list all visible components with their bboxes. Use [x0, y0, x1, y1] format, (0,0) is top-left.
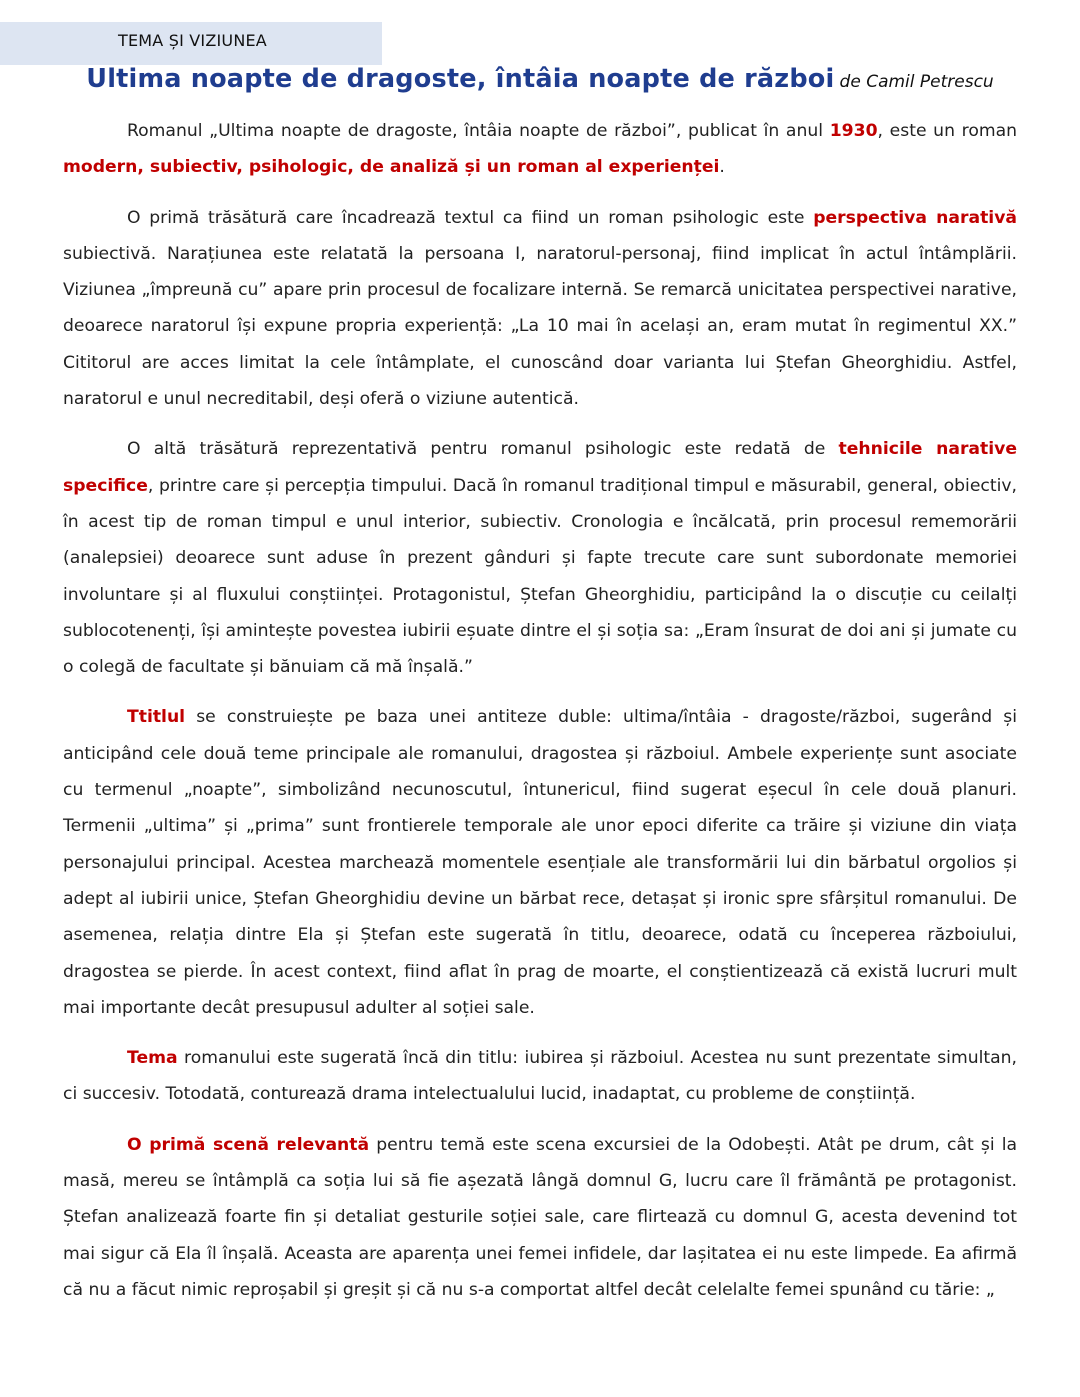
p1-year: 1930: [829, 121, 878, 141]
paragraph-theme: [63, 1040, 1017, 1113]
paragraph-first-scene: [63, 1127, 1017, 1308]
p1-text-a: Romanul „Ultima noapte de dragoste, întâia noapte de război”, publicat în anul: [127, 121, 830, 141]
title-main: Ultima noapte de dragoste, întâia noapte de război: [86, 64, 835, 94]
p3-highlight: tehnicile narative specifice: [63, 439, 1017, 496]
section-label: TEMA ȘI VIZIUNEA: [118, 31, 267, 50]
paragraph-perspective: [63, 200, 1017, 418]
title-author: de Camil Petrescu: [839, 72, 994, 92]
p2-text-b: subiectivă. Narațiunea este relatată la persoana I, naratorul-personaj, fiind implicat în actul întâmplării. Viziunea „împreună cu” apare prin procesul de focalizare internă. Se remarcă unicitatea perspectivei narative, deoarece naratorul își expune propria experiență: „La 10 mai în același an, eram mutat în regimentul XX.” Cititorul are acces limitat la cele întâmplate, el cunoscând doar varianta lui Ștefan Gheorghidiu. Astfel, naratorul e unul necreditabil, deși oferă o viziune autentică.: [63, 243, 1017, 410]
p3-text-b: , printre care și percepția timpului. Dacă în romanul tradițional timpul e măsurabil, general, obiectiv, în acest tip de roman timpul e unul interior, subiectiv. Cronologia e încălcată, prin procesul rememorării (analepsiei) deoarece sunt aduse în prezent gânduri și fapte trecute care sunt subordonate memoriei involuntare și al fluxului conștiinței. Protagonistul, Ștefan Gheorghidiu, participând la o discuție cu ceilalți sublocotenenți, își amintește povestea iubirii eșuate dintre el și soția sa: „Eram însurat de doi ani și jumate cu o colegă de facultate și bănuiam că mă înșală.”: [63, 475, 1017, 678]
p5-text-a: romanului este sugerată încă din titlu: iubirea și războiul. Acestea nu sunt prezentate simultan, ci succesiv. Totodată, conturează drama intelectualului lucid, inadaptat, cu probleme de conștiință.: [63, 1048, 1017, 1105]
p1-text-b: , este un roman: [877, 121, 1018, 141]
p1-text-c: .: [719, 157, 725, 178]
p4-highlight: Ttitlul: [127, 707, 186, 728]
page-title: [0, 64, 1080, 94]
p6-text-a: pentru temă este scena excursiei de la Odobești. Atât pe drum, cât și la masă, mereu se întâmplă ca soția lui să fie așezată lângă domnul G, lucru care îl frământă pe protagonist. Ștefan analizează foarte fin și detaliat gesturile soției sale, care flirtează cu domnul G, acesta devenind tot mai sigur că Ela îl înșală. Aceasta are aparența unei femei infidele, dar lașitatea ei nu este limpede. Ea afirmă că nu a făcut nimic reproșabil și greșit și că nu s-a comportat altfel decât celelalte femei spunând cu tărie: „: [63, 1134, 1018, 1300]
p6-highlight: O primă scenă relevantă: [127, 1134, 370, 1155]
p1-highlight: modern, subiectiv, psihologic, de analiză și un roman al experienței: [63, 157, 720, 178]
paragraph-title: [63, 699, 1017, 1026]
p2-text-a: O primă trăsătură care încadrează textul ca fiind un roman psihologic este: [127, 207, 814, 228]
p3-text-a: O altă trăsătură reprezentativă pentru romanul psihologic este redată de: [127, 439, 839, 460]
p5-highlight: Tema: [127, 1048, 178, 1069]
paragraph-intro: [63, 113, 1017, 186]
p2-highlight: perspectiva narativă: [813, 207, 1017, 228]
paragraph-techniques: [63, 431, 1017, 685]
document-body: [63, 113, 1017, 1322]
p4-text-a: se construiește pe baza unei antiteze duble: ultima/întâia - dragoste/război, sugerând și anticipând cele două teme principale ale romanului, dragostea și războiul. Ambele experiențe sunt asociate cu termenul „noapte”, simbolizând necunoscutul, întunericul, fiind sugerat eșecul în cele două planuri. Termenii „ultima” și „prima” sunt frontierele temporale ale unor epoci diferite ca trăire și viziune din viața personajului principal. Acestea marchează momentele esențiale ale transformării lui din bărbatul orgolios și adept al iubirii unice, Ștefan Gheorghidiu devine un bărbat rece, detașat și ironic spre sfârșitul romanului. De asemenea, relația dintre Ela și Ștefan este sugerată în titlu, deoarece, odată cu începerea războiului, dragostea se pierde. În acest context, fiind aflat în prag de moarte, el conștientizează că există lucruri mult mai importante decât presupusul adulter al soției sale.: [63, 707, 1017, 1018]
